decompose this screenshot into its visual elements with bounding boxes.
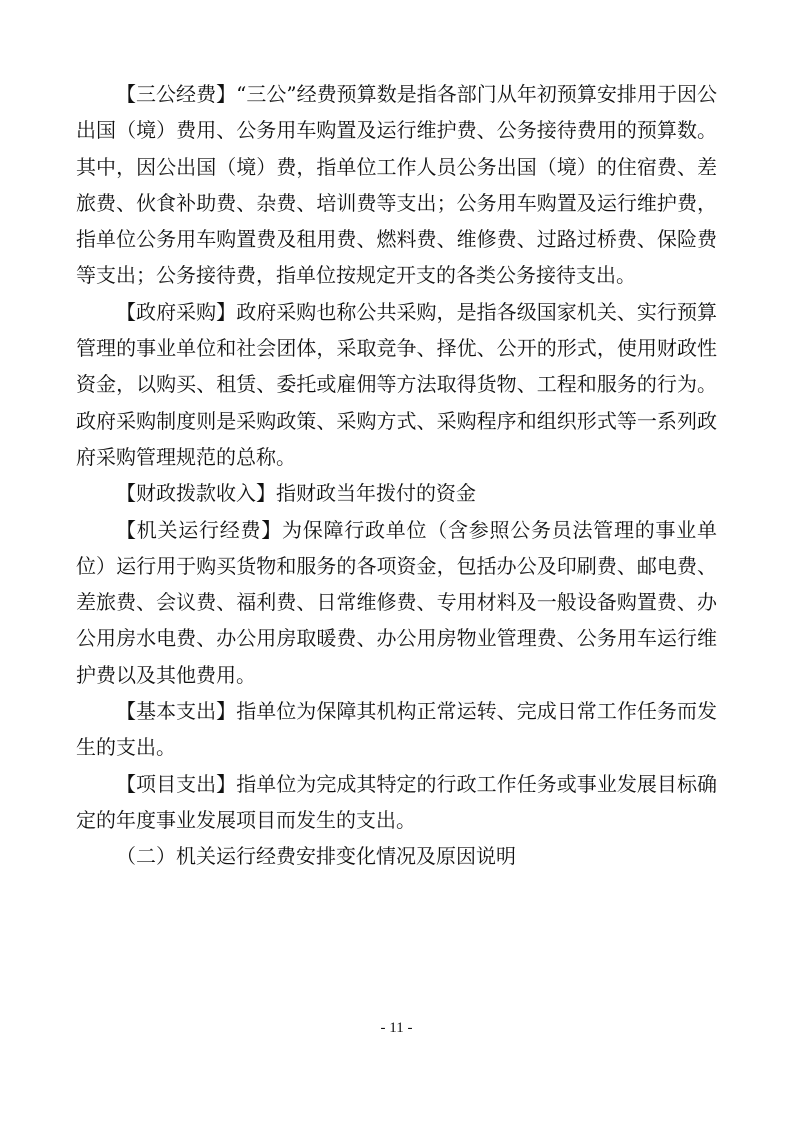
paragraph-office-operating-expenses: 【机关运行经费】为保障行政单位（含参照公务员法管理的事业单位）运行用于购买货物和服务的各项资金，包括办公及印刷费、邮电费、差旅费、会议费、福利费、日常维修费、专用材料及一般设备购置费、办公用房水电费、办公用房取暖费、办公用房物业管理费、公务用车运行维护费以及其他费用。 — [76, 517, 717, 687]
paragraph-project-expenditure: 【项目支出】指单位为完成其特定的行政工作任务或事业发展目标确定的年度事业发展项目而发生的支出。 — [76, 771, 717, 832]
paragraph-basic-expenditure: 【基本支出】指单位为保障其机构正常运转、完成日常工作任务而发生的支出。 — [76, 699, 717, 760]
section-heading: （二）机关运行经费安排变化情况及原因说明 — [116, 844, 516, 869]
page-number: - 11 - — [380, 1020, 413, 1036]
paragraph-government-procurement: 【政府采购】政府采购也称公共采购，是指各级国家机关、实行预算管理的事业单位和社会团体，采取竞争、择优、公开的形式，使用财政性资金，以购买、租赁、委托或雇佣等方法取得货物、工程和服务的行为。政府采购制度则是采购政策、采购方式、采购程序和组织形式等一系列政府采购管理规范的总称。 — [76, 299, 717, 469]
paragraph-three-public-expenses: 【三公经费】“三公”经费预算数是指各部门从年初预算安排用于因公出国（境）费用、公务用车购置及运行维护费、公务接待费用的预算数。其中，因公出国（境）费，指单位工作人员公务出国（境）的住宿费、差旅费、伙食补助费、杂费、培训费等支出；公务用车购置及运行维护费，指单位公务用车购置费及租用费、燃料费、维修费、过路过桥费、保险费等支出；公务接待费，指单位按规定开支的各类公务接待支出。 — [76, 82, 717, 288]
document-body — [76, 76, 717, 875]
paragraph-fiscal-appropriation-income: 【财政拨款收入】指财政当年拨付的资金 — [116, 481, 476, 506]
